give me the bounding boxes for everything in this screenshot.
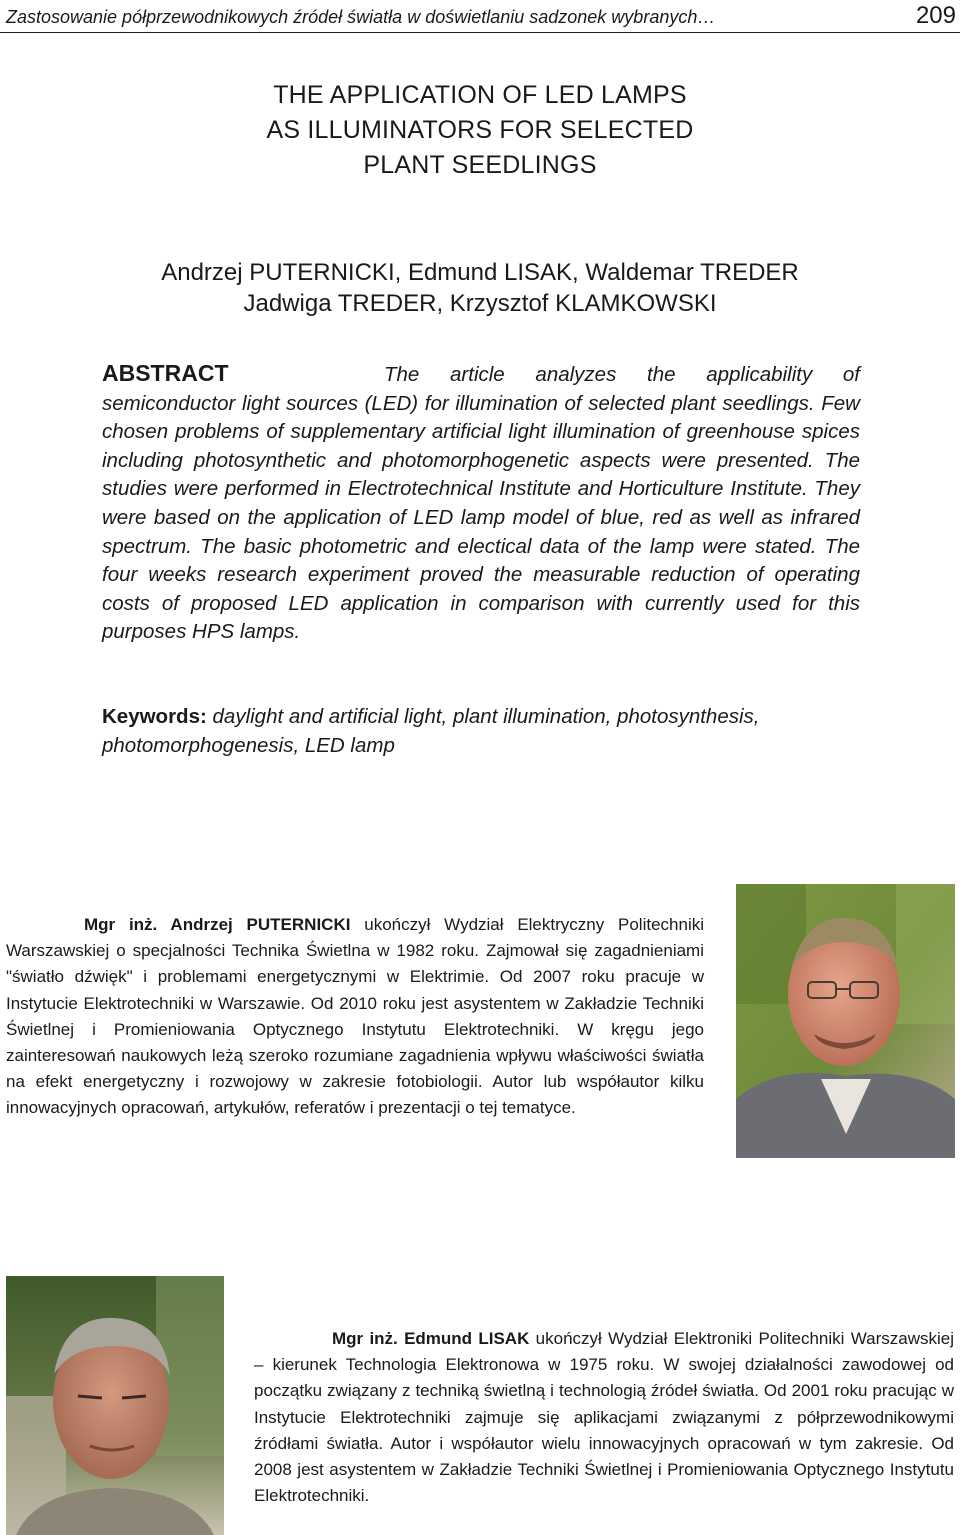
authors-line: Andrzej PUTERNICKI, Edmund LISAK, Waldemar TREDER	[161, 259, 799, 286]
abstract-section	[102, 359, 860, 647]
author-photo-lisak	[6, 1276, 224, 1535]
article-title	[0, 78, 960, 183]
bio-author-name: Mgr inż. Andrzej PUTERNICKI	[84, 915, 351, 934]
running-head	[6, 2, 956, 28]
author-bio-puternicki	[6, 912, 704, 1122]
author-list	[0, 257, 960, 319]
abstract-label: ABSTRACT	[102, 360, 229, 386]
bio-text: ukończył Wydział Elektroniki Politechniki Warszawskiej – kierunek Technologia Elektronowa w 1975 roku. W swojej działalności zawodowej od początku związany z techniką świetlną i technologią źródeł światła. Od 2001 roku pracując w Instytucie Elektrotechniki zajmuje się aplikacjami związanymi z półprzewodnikowymi źródłami światła. Autor i współautor wielu innowacyjnych opracowań w tym zakresie. Od 2008 jest asystentem w Zakładzie Techniki Świetlnej i Promieniowania Optycznego Instytutu Elektrotechniki.	[254, 1329, 954, 1506]
author-photo-puternicki	[736, 884, 955, 1158]
keywords-section	[102, 702, 860, 760]
portrait-image	[736, 884, 955, 1158]
abstract-text: The article analyzes the applicability of semiconductor light sources (LED) for illumination of selected plant seedlings. Few chosen problems of supplementary artificial light illumination of greenhouse spices including photosynthetic and photomorphogenetic aspects were presented. The studies were performed in Electrotechnical Institute and Horticulture Institute. They were based on the application of LED lamp model of blue, red as well as infrared spectrum. The basic photometric and electical data of the lamp were stated. The four weeks research experiment proved the measurable reduction of operating costs of proposed LED application in comparison with currently used for this purposes HPS lamps.	[102, 363, 860, 644]
portrait-image	[6, 1276, 224, 1535]
author-bio-lisak	[254, 1326, 954, 1509]
title-line: THE APPLICATION OF LED LAMPS	[273, 81, 687, 109]
running-head-title: Zastosowanie półprzewodnikowych źródeł światła w doświetlaniu sadzonek wybranych…	[6, 7, 716, 27]
title-line: PLANT SEEDLINGS	[363, 151, 597, 179]
bio-author-name: Mgr inż. Edmund LISAK	[332, 1329, 530, 1348]
authors-line: Jadwiga TREDER, Krzysztof KLAMKOWSKI	[243, 290, 717, 317]
bio-text: ukończył Wydział Elektryczny Politechniki Warszawskiej o specjalności Technika Świetlna w 1982 roku. Zajmował się zagadnieniami "światło dźwięk" i problemami energetycznymi w Elektrimie. Od 2007 roku pracuje w Instytucie Elektrotechniki w Warszawie. Od 2010 roku jest asystentem w Zakładzie Techniki Świetlnej i Promieniowania Optycznego Instytutu Elektrotechniki. W kręgu jego zainteresowań naukowych leżą szeroko rozumiane zagadnienia wpływu właściwości światła na efekt energetyczny i rozwojowy w zakresie fotobiologii. Autor lub współautor kilku innowacyjnych opracowań, artykułów, referatów i prezentacji o tej tematyce.	[6, 915, 704, 1118]
keywords-text: daylight and artificial light, plant illumination, photosynthesis, photomorphogenesis, LED lamp	[102, 705, 760, 757]
header-rule	[0, 32, 960, 33]
keywords-label: Keywords:	[102, 705, 207, 728]
title-line: AS ILLUMINATORS FOR SELECTED	[266, 116, 694, 144]
page-number: 209	[915, 2, 956, 29]
